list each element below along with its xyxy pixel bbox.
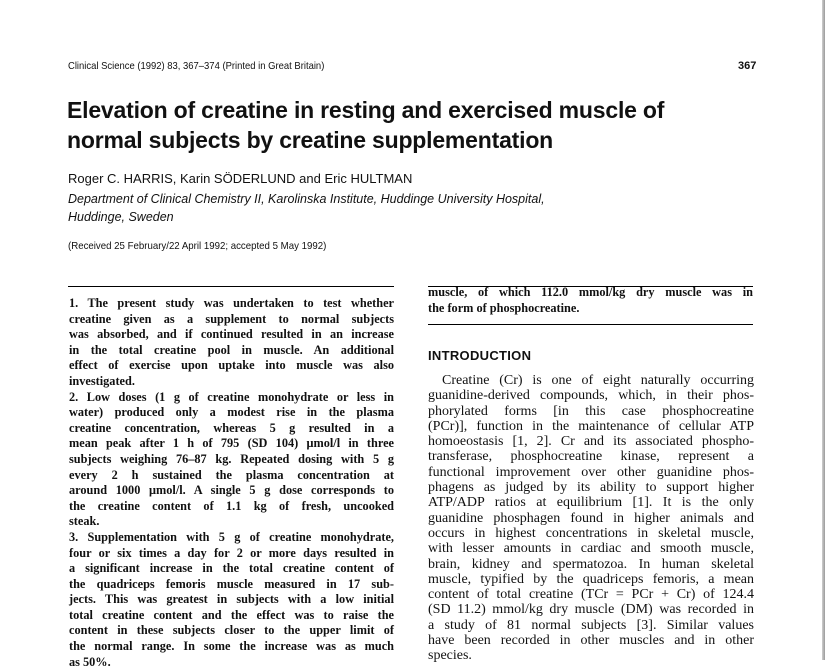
- intro-line: phorylated forms [in this case phosphocreatine: [428, 403, 754, 419]
- abstract-line: muscle, of which 112.0 mmol/kg dry muscle was in: [428, 285, 753, 299]
- affiliation-line: Department of Clinical Chemistry II, Karolinska Institute, Huddinge University Hospital,: [68, 192, 545, 206]
- affiliation: [68, 190, 545, 226]
- summary-line: investigated.: [69, 373, 135, 388]
- paper-title: [67, 95, 687, 155]
- intro-line: ATP/ADP ratios at equilibrium [1]. It is the only: [428, 495, 754, 511]
- summary-line: every 2 h sustained the plasma concentration at: [69, 467, 394, 482]
- intro-line: homoeostasis [1, 2]. Cr and its associated phospho-: [428, 434, 754, 450]
- author-list: Roger C. HARRIS, Karin SÖDERLUND and Eric HULTMAN: [68, 171, 413, 186]
- title-line: normal subjects by creatine supplementation: [67, 127, 554, 153]
- intro-line: occurs in highest concentrations in skeletal muscle,: [428, 525, 754, 541]
- intro-line: Creatine (Cr) is one of eight naturally occurring: [442, 373, 754, 388]
- column-divider: [68, 286, 394, 287]
- abstract-line: the form of phosphocreatine.: [428, 300, 580, 315]
- intro-line: with lesser amounts in cardiac and smooth muscle,: [428, 541, 754, 557]
- summary-line: 2. Low doses (1 g of creatine monohydrate or less in: [69, 389, 394, 404]
- intro-line: functional improvement over other guanidine phos-: [428, 464, 754, 480]
- summary-line: content in these subjects closer to the upper limit of: [69, 623, 394, 638]
- intro-line: muscle, typified by the quadriceps femoris, a mean: [428, 571, 754, 587]
- summary-line: 3. Supplementation with 5 g of creatine monohydrate,: [69, 529, 394, 544]
- summary-line: creatine given as a supplement to normal subjects: [69, 311, 394, 326]
- intro-line: (SD 11.2) mmol/kg dry muscle (DM) was recorded in: [428, 602, 754, 618]
- summary-line: effect of exercise upon uptake into muscle was also: [69, 358, 394, 373]
- summary-line: as 50%.: [69, 654, 111, 669]
- intro-line: have been recorded in other muscles and in other: [428, 633, 754, 649]
- summary-line: water) produced only a modest rise in the plasma: [69, 405, 394, 420]
- summary-line: the creatine content of 1.1 kg of fresh, uncooked: [69, 498, 394, 513]
- summary-line: four or six times a day for 2 or more days resulted in: [69, 545, 394, 560]
- page-number: 367: [738, 60, 757, 72]
- summary-line: subjects weighing 76–87 kg. Repeated dosing with 5 g: [69, 451, 394, 466]
- intro-line: brain, kidney and spermatozoa. In human skeletal: [428, 556, 754, 572]
- intro-line: transferase, phosphocreatine kinase, represent a: [428, 449, 754, 465]
- introduction-body: [428, 373, 754, 664]
- summary-line: total creatine content and the effect was to raise the: [69, 607, 394, 622]
- intro-line: (PCr)], function in the maintenance of cellular ATP: [428, 418, 754, 434]
- intro-line: guanidine-derived compounds, which, in their phos-: [428, 388, 754, 404]
- summary-line: steak.: [69, 514, 100, 529]
- affiliation-line: Huddinge, Sweden: [68, 210, 174, 224]
- journal-citation: Clinical Science (1992) 83, 367–374 (Printed in Great Britain): [68, 60, 325, 72]
- intro-line: phagens as judged by its ability to support higher: [428, 480, 754, 496]
- summary-line: the quadriceps femoris muscle measured in 17 sub-: [69, 576, 394, 591]
- intro-line: content of total creatine (TCr = PCr + Cr) of 124.4: [428, 587, 754, 603]
- summary-line: was absorbed, and if continued resulted in an increase: [69, 327, 394, 342]
- summary-line: 1. The present study was undertaken to test whether: [69, 296, 394, 310]
- summary-line: creatine concentration, whereas 5 g resulted in a: [69, 420, 394, 435]
- summary-line: in the total creatine pool in muscle. An additional: [69, 342, 394, 357]
- summary-line: a significant increase in the total creatine content of: [69, 561, 394, 576]
- intro-line: guanidine phosphagen found in higher animals and: [428, 510, 754, 526]
- abstract-continuation: [428, 285, 753, 316]
- section-heading-introduction: INTRODUCTION: [428, 348, 532, 363]
- summary-line: around 1000 μmol/l. A single 5 g dose corresponds to: [69, 483, 394, 498]
- intro-line: species.: [428, 648, 472, 664]
- intro-line: a study of 81 normal subjects [3]. Similar values: [428, 617, 754, 633]
- title-line: Elevation of creatine in resting and exercised muscle of: [67, 97, 665, 123]
- summary-line: jects. This was greatest in subjects with a low initial: [69, 592, 394, 607]
- summary-line: the normal range. In some the increase was as much: [69, 639, 394, 654]
- summary-abstract: [69, 296, 394, 670]
- received-dates: (Received 25 February/22 April 1992; accepted 5 May 1992): [68, 240, 327, 252]
- summary-line: mean peak after 1 h of 795 (SD 104) μmol/l in three: [69, 436, 394, 451]
- abstract-end-divider: [428, 324, 753, 325]
